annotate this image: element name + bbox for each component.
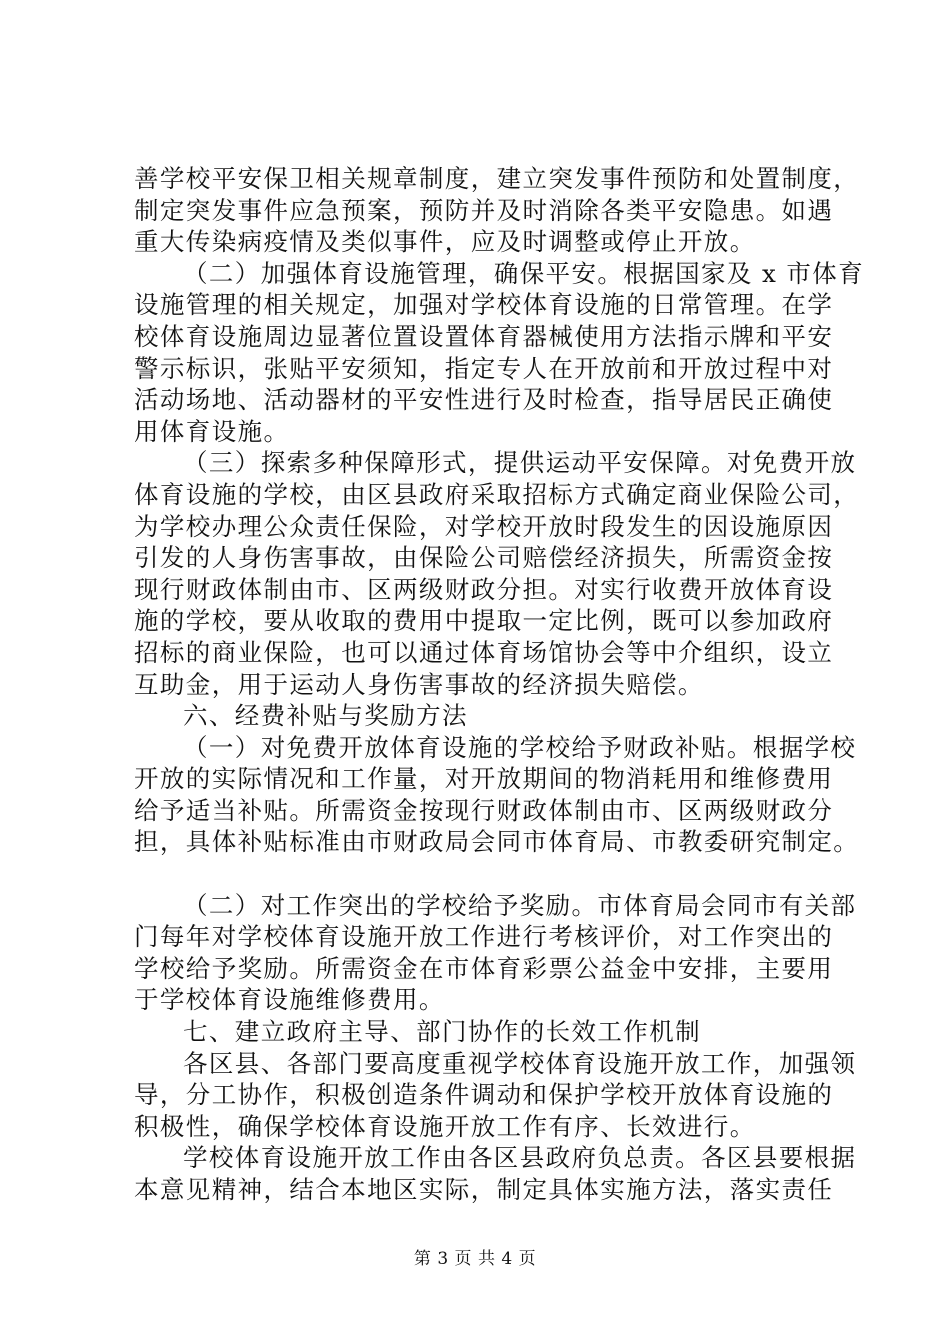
text-line: 担，具体补贴标准由市财政局会同市体育局、市教委研究制定。 [134,827,860,857]
text-line: 门每年对学校体育设施开放工作进行考核评价，对工作突出的 [134,922,834,952]
paragraph-start-line: （二）对工作突出的学校给予奖励。市体育局会同市有关部 [183,890,857,920]
text-line: 用体育设施。 [134,416,290,446]
text-line: 为学校办理公众责任保险，对学校开放时段发生的因设施原因 [134,511,834,541]
text-line: 警示标识，张贴平安须知，指定专人在开放前和开放过程中对 [134,353,834,383]
paragraph-start-line: 学校体育设施开放工作由各区县政府负总责。各区县要根据 [183,1143,857,1173]
text-line: 给予适当补贴。所需资金按现行财政体制由市、区两级财政分 [134,795,834,825]
text-line: 施的学校，要从收取的费用中提取一定比例，既可以参加政府 [134,606,834,636]
text-line: 制定突发事件应急预案，预防并及时消除各类平安隐患。如遇 [134,195,834,225]
text-line: 引发的人身伤害事故，由保险公司赔偿经济损失，所需资金按 [134,543,834,573]
section-heading: 六、经费补贴与奖励方法 [183,701,468,731]
text-line: 现行财政体制由市、区两级财政分担。对实行收费开放体育设 [134,574,834,604]
paragraph-gap [134,858,830,890]
text-line: 于学校体育设施维修费用。 [134,985,445,1015]
text-line: 设施管理的相关规定，加强对学校体育设施的日常管理。在学 [134,290,834,320]
text-line: 互助金，用于运动人身伤害事故的经济损失赔偿。 [134,669,704,699]
section-heading: 七、建立政府主导、部门协作的长效工作机制 [183,1017,701,1047]
text-line: 活动场地、活动器材的平安性进行及时检查，指导居民正确使 [134,385,834,415]
paragraph-start-line: （三）探索多种保障形式，提供运动平安保障。对免费开放 [183,448,857,478]
paragraph-start-line: 各区县、各部门要高度重视学校体育设施开放工作，加强领 [183,1048,857,1078]
text-line: 善学校平安保卫相关规章制度，建立突发事件预防和处置制度， [134,164,860,193]
text-line: 积极性，确保学校体育设施开放工作有序、长效进行。 [134,1111,756,1141]
page-number-footer: 第 3 页 共 4 页 [413,1249,537,1269]
text-line: 校体育设施周边显著位置设置体育器械使用方法指示牌和平安 [134,321,834,351]
text-line: 开放的实际情况和工作量，对开放期间的物消耗用和维修费用 [134,764,834,794]
text-line: 学校给予奖励。所需资金在市体育彩票公益金中安排，主要用 [134,953,834,983]
text-line: 体育设施的学校，由区县政府采取招标方式确定商业保险公司， [134,479,860,509]
paragraph-start-line: （二）加强体育设施管理，确保平安。根据国家及 x 市体育 [183,258,865,288]
text-line: 招标的商业保险，也可以通过体育场馆协会等中介组织，设立 [134,637,834,667]
text-line: 本意见精神，结合本地区实际，制定具体实施方法，落实责任 [134,1175,834,1204]
text-line: 重大传染病疫情及类似事件，应及时调整或停止开放。 [134,227,756,257]
document-body [134,163,865,1206]
paragraph-start-line: （一）对免费开放体育设施的学校给予财政补贴。根据学校 [183,732,857,762]
text-line: 导，分工协作，积极创造条件调动和保护学校开放体育设施的 [134,1080,834,1110]
